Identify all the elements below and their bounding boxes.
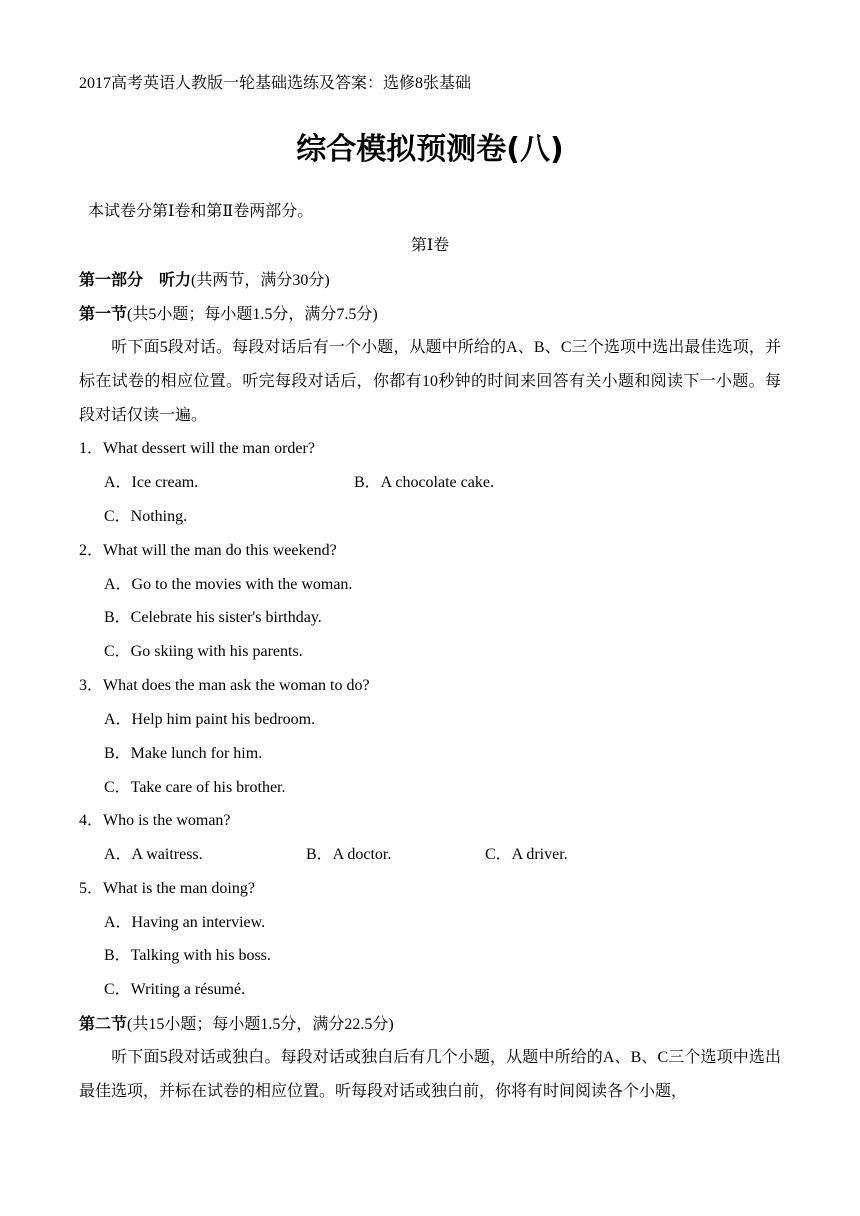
volume-heading: 第Ⅰ卷: [410, 237, 450, 254]
question-5-option-b: B．Talking with his boss.: [104, 947, 271, 964]
section2-instructions: 听下面5段对话或独白。每段对话或独白后有几个小题，从题中所给的A、B、C三个选项中选出最佳选项，并标在试卷的相应位置。听每段对话或独白前，你将有时间阅读各个小题，: [79, 1049, 781, 1100]
section2-heading: [79, 1014, 394, 1035]
part1-note: (共两节，满分30分): [191, 272, 330, 289]
question-1-option-c: C．Nothing.: [104, 508, 188, 525]
exam-intro: 本试卷分第Ⅰ卷和第Ⅱ卷两部分。: [88, 203, 314, 220]
page-title: 综合模拟预测卷(八): [296, 132, 564, 167]
question-1-option-b: B．A chocolate cake.: [354, 474, 494, 491]
question-3-option-b: B．Make lunch for him.: [104, 745, 263, 762]
question-4-stem: 4．Who is the woman?: [79, 812, 231, 829]
question-4-option-c: C．A driver.: [485, 846, 568, 863]
part1-heading: [79, 270, 330, 291]
question-4-option-b: B．A doctor.: [306, 846, 392, 863]
section1-instructions: 听下面5段对话。每段对话后有一个小题，从题中所给的A、B、C三个选项中选出最佳选项，并标在试卷的相应位置。听完每段对话后，你都有10秒钟的时间来回答有关小题和阅读下一小题。每段对话仅读一遍。: [79, 339, 781, 424]
question-2-option-c: C．Go skiing with his parents.: [104, 643, 303, 660]
question-1-stem: 1．What dessert will the man order?: [79, 440, 315, 457]
question-3-stem: 3．What does the man ask the woman to do?: [79, 677, 370, 694]
question-5-option-c: C．Writing a résumé.: [104, 981, 246, 998]
question-5-stem: 5．What is the man doing?: [79, 880, 255, 897]
document-header: 2017高考英语人教版一轮基础选练及答案：选修8张基础: [79, 75, 472, 92]
question-2-option-a: A．Go to the movies with the woman.: [104, 576, 353, 593]
question-4-option-a: A．A waitress.: [104, 846, 203, 863]
question-5-option-a: A．Having an interview.: [104, 914, 266, 931]
question-2-stem: 2．What will the man do this weekend?: [79, 542, 337, 559]
section2-label: 第二节: [79, 1014, 128, 1033]
section1-heading: [79, 304, 378, 325]
section1-note: (共5小题；每小题1.5分，满分7.5分): [127, 306, 378, 323]
question-3-option-a: A．Help him paint his bedroom.: [104, 711, 316, 728]
question-1-option-a: A．Ice cream.: [104, 474, 199, 491]
part1-label: 第一部分 听力: [79, 270, 192, 289]
question-2-option-b: B．Celebrate his sister's birthday.: [104, 609, 322, 626]
question-3-option-c: C．Take care of his brother.: [104, 779, 286, 796]
section2-note: (共15小题；每小题1.5分，满分22.5分): [127, 1016, 394, 1033]
section1-label: 第一节: [79, 304, 128, 323]
